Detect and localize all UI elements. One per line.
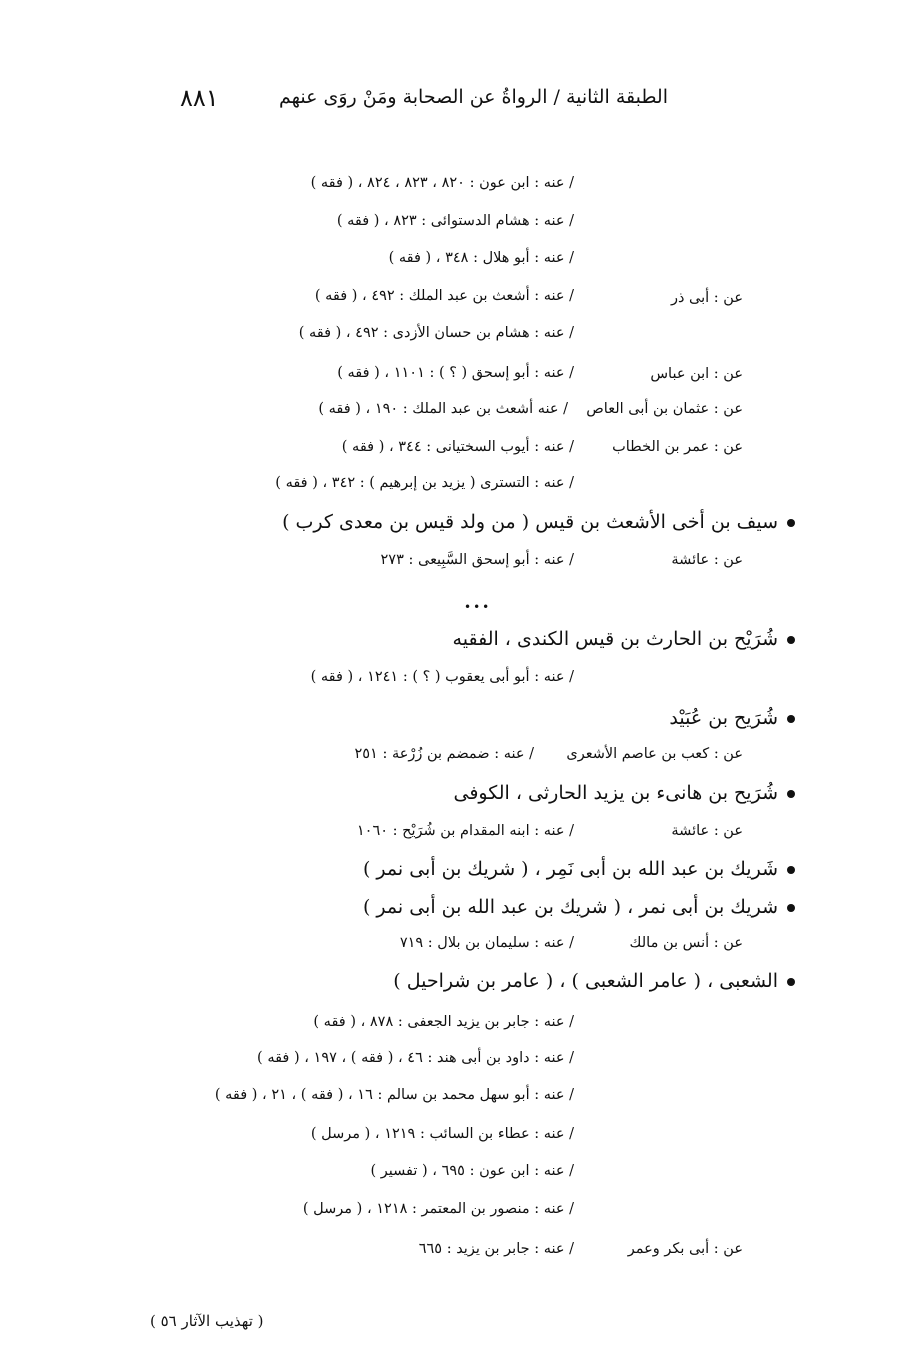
- running-header-title: الطبقة الثانية / الرواةُ عن الصحابة ومَنْ روَى عنهم: [278, 86, 668, 108]
- source-label: عن : عثمان بن أبى العاص: [586, 401, 743, 417]
- narrator-line: / عنه : أيوب السختيانى : ٣٤٤ ، ( فقه ): [341, 439, 574, 455]
- footer-note: ( تهذيب الآثار ٥٦ ): [150, 1312, 264, 1330]
- narrator-line: / عنه : ابن عون : ٦٩٥ ، ( تفسير ): [370, 1163, 574, 1179]
- entry-heading: سيف بن أخى الأشعث بن قيس ( من ولد قيس بن معدى كرب ): [282, 510, 795, 534]
- source-label: عن : عائشة: [671, 552, 743, 568]
- entry-heading: الشعبى ، ( عامر الشعبى ) ، ( عامر بن شراحيل ): [393, 969, 795, 993]
- narrator-line: / عنه : التسترى ( يزيد بن إبرهيم ) : ٣٤٢ ، ( فقه ): [275, 475, 574, 491]
- entry-heading: شُرَيح بن هانىء بن يزيد الحارثى ، الكوفى: [454, 781, 795, 805]
- bullet-icon: [787, 636, 795, 644]
- narrator-line: / عنه : ابنه المقدام بن شُرَيْح : ١٠٦٠: [356, 823, 574, 839]
- entry-heading: شُرَيح بن عُبَيْد: [669, 706, 795, 730]
- bullet-icon: [787, 904, 795, 912]
- bullet-icon: [787, 790, 795, 798]
- bullet-icon: [787, 715, 795, 723]
- narrator-line: / عنه : أبو هلال : ٣٤٨ ، ( فقه ): [388, 250, 574, 266]
- source-label: عن : ابن عباس: [650, 366, 743, 382]
- source-label: عن : كعب بن عاصم الأشعرى: [566, 746, 743, 762]
- narrator-line: / عنه : أشعث بن عبد الملك : ٤٩٢ ، ( فقه ): [314, 288, 574, 304]
- narrator-line: / عنه : سليمان بن بلال : ٧١٩: [399, 935, 574, 951]
- narrator-line: / عنه : هشام الدستوائى : ٨٢٣ ، ( فقه ): [336, 213, 574, 229]
- narrator-line: / عنه : أبو إسحق السَّبِيعى : ٢٧٣: [380, 552, 574, 568]
- narrator-line: / عنه : أبو أبى يعقوب ( ؟ ) : ١٢٤١ ، ( فقه ): [310, 669, 574, 685]
- entry-heading: شُرَيْح بن الحارث بن قيس الكندى ، الفقيه: [453, 627, 795, 651]
- narrator-line: / عنه : جابر بن يزيد : ٦٦٥: [418, 1241, 574, 1257]
- narrator-line: / عنه : هشام بن حسان الأزدى : ٤٩٢ ، ( فقه ): [298, 325, 574, 341]
- section-separator: •••: [464, 600, 492, 614]
- bullet-icon: [787, 978, 795, 986]
- entry-heading: شريك بن أبى نمر ، ( شريك بن عبد الله بن أبى نمر ): [363, 895, 795, 919]
- source-label: عن : أبى ذر: [670, 290, 743, 306]
- narrator-line: / عنه أشعث بن عبد الملك : ١٩٠ ، ( فقه ): [318, 401, 568, 417]
- narrator-line: / عنه : منصور بن المعتمر : ١٢١٨ ، ( مرسل ): [302, 1201, 574, 1217]
- source-label: عن : أنس بن مالك: [629, 935, 743, 951]
- source-label: عن : أبى بكر وعمر: [627, 1241, 743, 1257]
- entry-heading: شَريك بن عبد الله بن أبى نَمِر ، ( شريك بن أبى نمر ): [363, 857, 795, 881]
- narrator-line: / عنه : جابر بن يزيد الجعفى : ٨٧٨ ، ( فقه ): [313, 1014, 574, 1030]
- bullet-icon: [787, 519, 795, 527]
- narrator-line: / عنه : ضمضم بن زُرْعة : ٢٥١: [354, 746, 534, 762]
- source-label: عن : عائشة: [671, 823, 743, 839]
- bullet-icon: [787, 866, 795, 874]
- narrator-line: / عنه : ابن عون : ٨٢٠ ، ٨٢٣ ، ٨٢٤ ، ( فقه ): [310, 175, 574, 191]
- narrator-line: / عنه : عطاء بن السائب : ١٢١٩ ، ( مرسل ): [310, 1126, 574, 1142]
- narrator-line: / عنه : أبو إسحق ( ؟ ) : ١١٠١ ، ( فقه ): [337, 365, 574, 381]
- page-number: ٨٨١: [180, 84, 219, 112]
- narrator-line: / عنه : داود بن أبى هند : ٤٦ ، ( فقه ) ، ١٩٧ ، ( فقه ): [257, 1050, 574, 1066]
- source-label: عن : عمر بن الخطاب: [612, 439, 743, 455]
- narrator-line: / عنه : أبو سهل محمد بن سالم : ١٦ ، ( فقه ) ، ٢١ ، ( فقه ): [214, 1087, 574, 1103]
